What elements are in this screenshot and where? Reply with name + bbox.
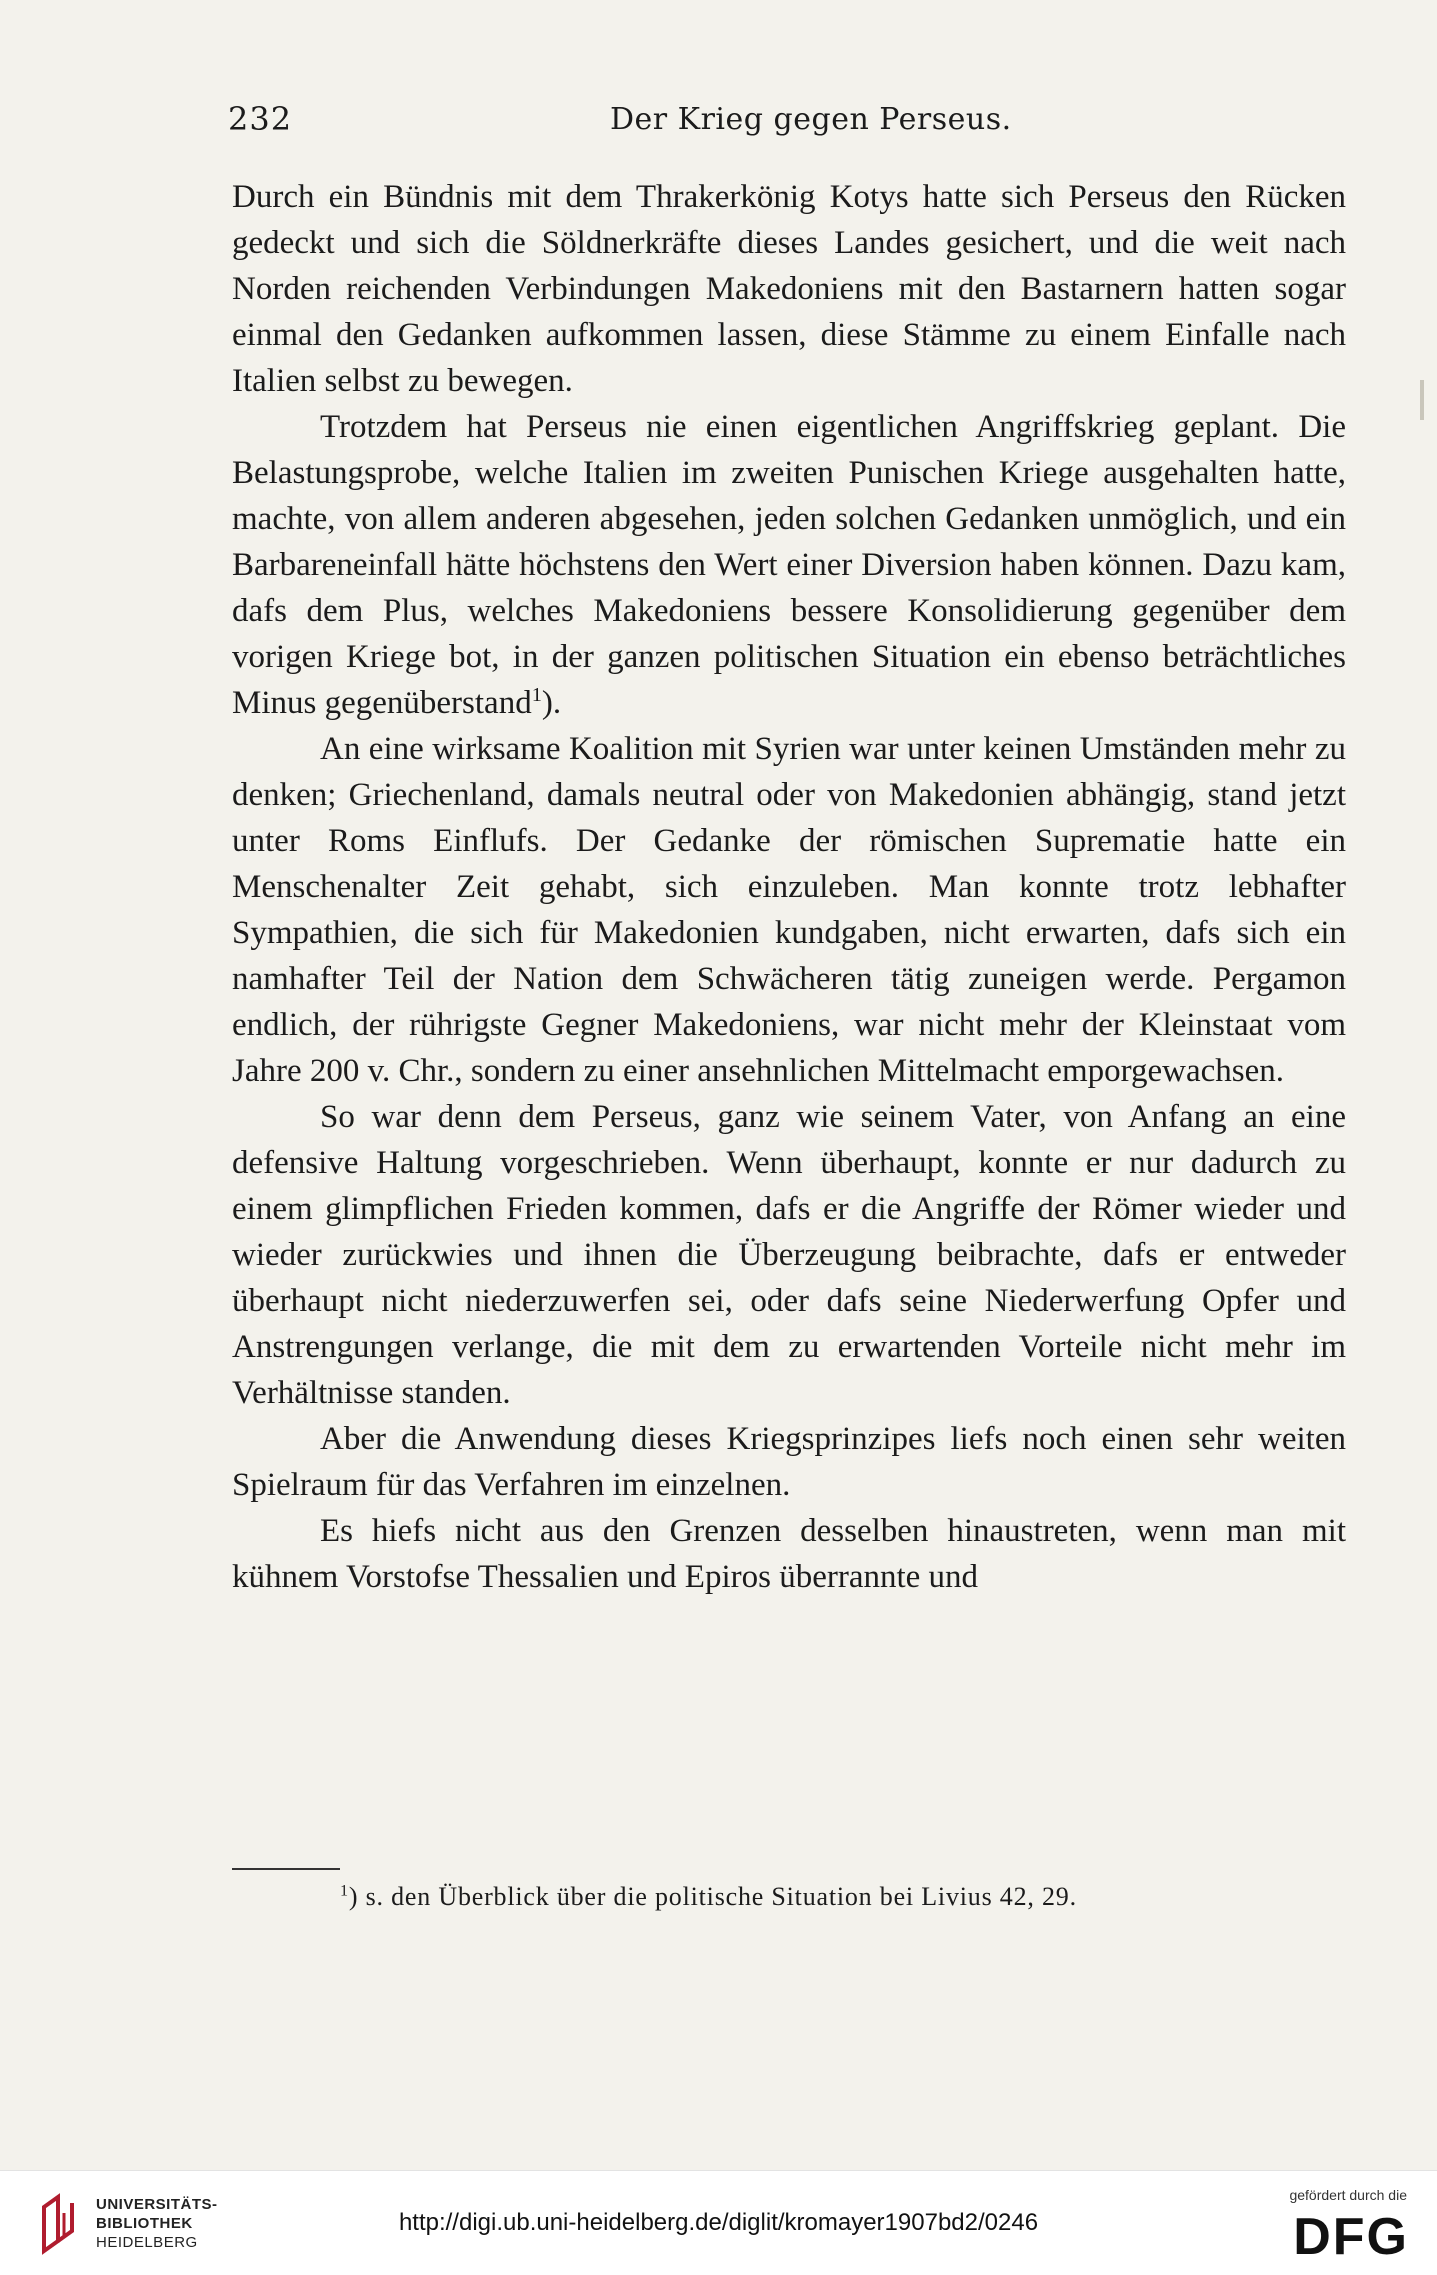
running-title: Der Krieg gegen Perseus. — [610, 102, 1012, 137]
page-number: 232 — [228, 100, 293, 138]
footnote — [340, 1880, 1340, 1914]
paragraph-2-text: Trotzdem hat Perseus nie einen eigentlichen Angriffskrieg geplant. Die Belastungsprobe, welche Italien im zweiten Punischen Kriege ausgehalten hatte, machte, von allem anderen abgesehen, jeden solchen Gedanken unmöglich, und ein Barbareneinfall hätte höchstens den Wert einer Diversion haben können. Dazu kam, dafs dem Plus, welches Makedoniens bessere Konsolidierung gegenüber dem vorigen Kriege bot, in der ganzen politischen Situation ein ebenso beträchtliches Minus gegenüberstand — [232, 409, 1346, 721]
paragraph-2 — [232, 404, 1346, 726]
paragraph-5: Aber die Anwendung dieses Kriegsprinzipes liefs noch einen sehr weiten Spielraum für das Verfahren im einzelnen. — [232, 1421, 1346, 1503]
paragraph-6: Es hiefs nicht aus den Grenzen desselben hinaustreten, wenn man mit kühnem Vorstofse Thessalien und Epiros überrannte und — [232, 1513, 1346, 1595]
dfg-logo: DFG — [1293, 2208, 1409, 2266]
footnote-marker: 1 — [340, 1882, 349, 1900]
scan-edge-mark — [1420, 380, 1424, 420]
paragraph-4: So war denn dem Perseus, ganz wie seinem Vater, von Anfang an eine defensive Haltung vorgeschrieben. Wenn überhaupt, konnte er nur dadurch zu einem glimpflichen Frieden kommen, dafs er die Angriffe der Römer wieder und wieder zurückwies und ihnen die Überzeugung beibrachte, dafs er entweder überhaupt nicht niederzuwerfen sei, oder dafs seine Niederwerfung Opfer und Anstrengungen verlange, die mit dem zu erwartenden Vorteile nicht mehr im Verhältnisse standen. — [232, 1099, 1346, 1411]
library-name-line-3: HEIDELBERG — [96, 2234, 198, 2251]
page-header — [228, 100, 1348, 150]
permalink-url[interactable]: http://digi.ub.uni-heidelberg.de/diglit/kromayer1907bd2/0246 — [398, 2209, 1039, 2236]
footnote-reference-closing: ). — [541, 685, 562, 721]
paragraph-3: An eine wirksame Koalition mit Syrien war unter keinen Umständen mehr zu denken; Griechenland, damals neutral oder von Makedonien abhängig, stand jetzt unter Roms Einflufs. Der Gedanke der römischen Suprematie hatte ein Menschenalter Zeit gehabt, sich einzuleben. Man konnte trotz lebhafter Sympathien, die sich für Makedonien kundgaben, nicht erwarten, dafs sich ein namhafter Teil der Nation dem Schwächeren tätig zuneigen werde. Pergamon endlich, der rührigste Gegner Makedoniens, war nicht mehr der Kleinstaat vom Jahre 200 v. Chr., sondern zu einer ansehnlichen Mittelmacht emporgewachsen. — [232, 731, 1346, 1089]
footnote-text: ) s. den Überblick über die politische Situation bei Livius 42, 29. — [348, 1882, 1077, 1911]
viewer-footer — [0, 2170, 1437, 2275]
funded-by-label: gefördert durch die — [1289, 2187, 1407, 2203]
library-name-line-1: UNIVERSITÄTS- — [96, 2196, 218, 2213]
paragraph-1: Durch ein Bündnis mit dem Thrakerkönig Kotys hatte sich Perseus den Rücken gedeckt und sich die Söldnerkräfte dieses Landes gesichert, und die weit nach Norden reichenden Verbindungen Makedoniens mit den Bastarnern hatten sogar einmal den Gedanken aufkommen lassen, diese Stämme zu einem Einfalle nach Italien selbst zu bewegen. — [232, 179, 1346, 399]
library-name-line-2: BIBLIOTHEK — [96, 2215, 193, 2232]
footnote-divider — [232, 1868, 340, 1870]
footnote-reference: 1 — [531, 684, 542, 706]
body-text — [232, 174, 1346, 1600]
